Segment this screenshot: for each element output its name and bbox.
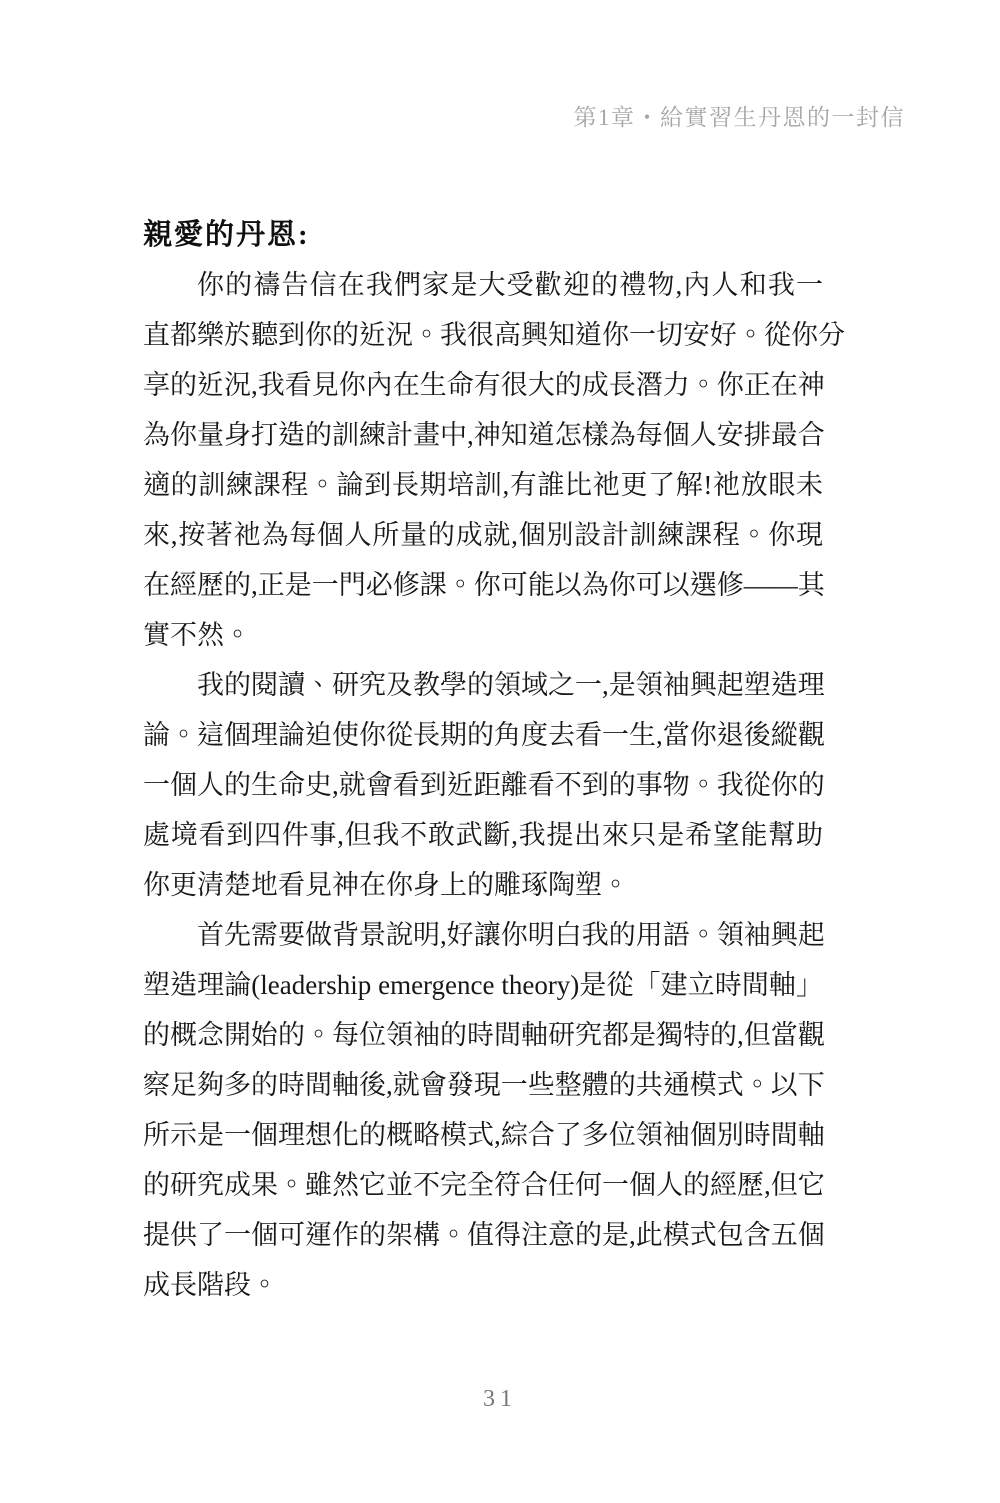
- body-text-line: 我的閱讀、研究及教學的領域之一,是領袖興起塑造理: [197, 670, 825, 700]
- body-text-line: 處境看到四件事,但我不敢武斷,我提出來只是希望能幫助: [143, 820, 823, 850]
- body-text-line: 實不然。: [143, 620, 251, 650]
- body-text-line: 享的近況,我看見你內在生命有很大的成長潛力。你正在神: [143, 370, 825, 400]
- body-text-line: 首先需要做背景說明,好讓你明白我的用語。領袖興起: [197, 920, 825, 950]
- body-text-line: 來,按著祂為每個人所量的成就,個別設計訓練課程。你現: [143, 520, 823, 550]
- body-text-line: 直都樂於聽到你的近況。我很高興知道你一切安好。從你分: [143, 320, 845, 350]
- body-text-line: 你的禱告信在我們家是大受歡迎的禮物,內人和我一: [197, 270, 823, 300]
- body-text-line: 你更清楚地看見神在你身上的雕琢陶塑。: [143, 870, 629, 900]
- body-text-line: 塑造理論(leadership emergence theory)是從「建立時間軸」: [143, 970, 823, 1000]
- letter-body: [143, 210, 845, 1310]
- body-text-line: 成長階段。: [143, 1270, 278, 1300]
- body-text-line: 在經歷的,正是一門必修課。你可能以為你可以選修——其: [143, 570, 825, 600]
- letter-salutation: 親愛的丹恩:: [143, 219, 310, 251]
- body-text-line: 論。這個理論迫使你從長期的角度去看一生,當你退後縱觀: [143, 720, 825, 750]
- body-text-line: 為你量身打造的訓練計畫中,神知道怎樣為每個人安排最合: [143, 420, 825, 450]
- body-text-line: 所示是一個理想化的概略模式,綜合了多位領袖個別時間軸: [143, 1120, 825, 1150]
- body-text-line: 的研究成果。雖然它並不完全符合任何一個人的經歷,但它: [143, 1170, 825, 1200]
- body-text-line: 提供了一個可運作的架構。值得注意的是,此模式包含五個: [143, 1220, 825, 1250]
- chapter-running-head: 第1章・給實習生丹恩的一封信: [573, 105, 905, 130]
- body-text-line: 適的訓練課程。論到長期培訓,有誰比祂更了解!祂放眼未: [143, 470, 823, 500]
- body-text-line: 的概念開始的。每位領袖的時間軸研究都是獨特的,但當觀: [143, 1020, 825, 1050]
- body-text-line: 一個人的生命史,就會看到近距離看不到的事物。我從你的: [143, 770, 825, 800]
- body-text-line: 察足夠多的時間軸後,就會發現一些整體的共通模式。以下: [143, 1070, 825, 1100]
- page-number: 31: [483, 1386, 517, 1412]
- paragraphs: [143, 260, 845, 1310]
